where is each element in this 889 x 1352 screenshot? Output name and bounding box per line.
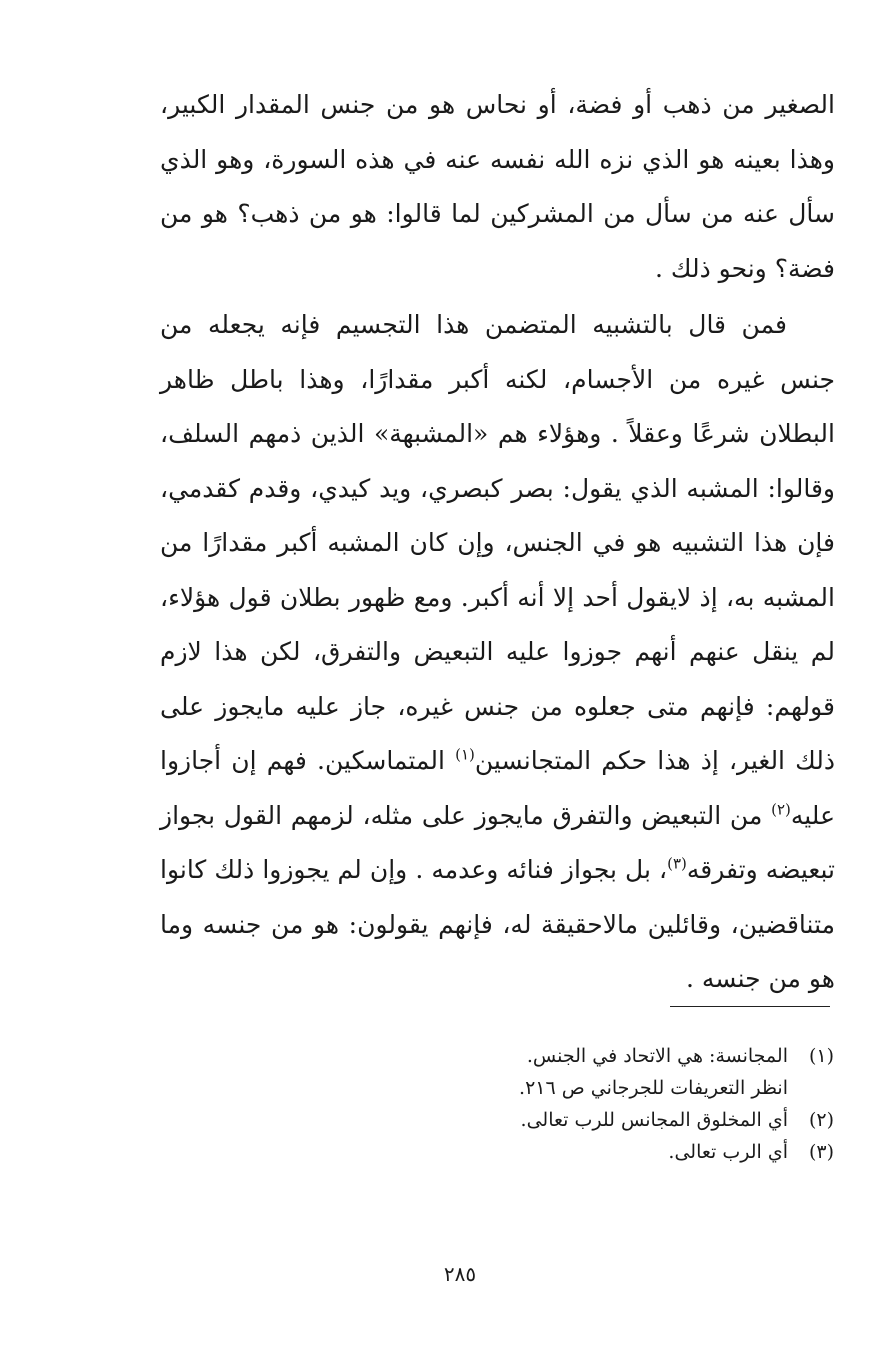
footnote-continuation: انظر التعريفات للجرجاني ص ٢١٦. bbox=[519, 1077, 788, 1099]
paragraph bbox=[160, 298, 835, 1007]
footnote bbox=[414, 1104, 834, 1136]
footnote-reference: (١) bbox=[455, 745, 475, 764]
paragraph-text: المتماسكين. فهم إن أجازوا عليه bbox=[160, 746, 835, 830]
footnote-number: (١) bbox=[808, 1045, 834, 1067]
footnote bbox=[414, 1136, 834, 1168]
paragraph-text: ، بل بجواز فنائه وعدمه . وإن لم يجوزوا ذلك كانوا متناقضين، وقائلين مالاحقيقة له، فإنهم يقولون: هو من جنسه وما هو من جنسه . bbox=[160, 855, 835, 993]
footnote-reference: (٢) bbox=[771, 800, 791, 819]
footnote-number: (٢) bbox=[808, 1109, 834, 1131]
footnote bbox=[414, 1040, 834, 1072]
main-text bbox=[160, 78, 835, 1007]
footnotes bbox=[414, 1040, 834, 1168]
paragraph: الصغير من ذهب أو فضة، أو نحاس هو من جنس المقدار الكبير، وهذا بعينه هو الذي نزه الله نفسه عنه في هذه السورة، وهو الذي سأل عنه من سأل من المشركين لما قالوا: هو من ذهب؟ هو من فضة؟ ونحو ذلك . bbox=[160, 90, 835, 283]
footnote-separator bbox=[670, 1006, 830, 1007]
footnote-text: أي المخلوق المجانس للرب تعالى. bbox=[520, 1109, 788, 1131]
paragraph-text: من التبعيض والتفرق مايجوز على مثله، لزمهم القول بجواز تبعيضه وتفرقه bbox=[160, 800, 835, 884]
footnote-text: المجانسة: هي الاتحاد في الجنس. bbox=[526, 1045, 788, 1067]
footnote-number: (٣) bbox=[808, 1141, 834, 1163]
footnote-reference: (٣) bbox=[667, 854, 687, 873]
footnote-text: أي الرب تعالى. bbox=[668, 1141, 788, 1163]
paragraph-text: فمن قال بالتشبيه المتضمن هذا التجسيم فإنه يجعله من جنس غيره من الأجسام، لكنه أكبر مقدارًا، وهذا باطل ظاهر البطلان شرعًا وعقلاً . وهؤلاء هم «المشبهة» الذين ذمهم السلف، وقالوا: المشبه الذي يقول: بصر كبصري، ويد كيدي، وقدم كقدمي، فإن هذا التشبيه هو في الجنس، وإن كان المشبه أكبر مقدارًا من المشبه به، إذ لايقول أحد إلا أنه أكبر. ومع ظهور بطلان قول هؤلاء، لم ينقل عنهم أنهم جوزوا عليه التبعيض والتفرق، لكن هذا لازم قولهم: فإنهم متى جعلوه من جنس غيره، جاز عليه مايجوز على ذلك الغير، إذ هذا حكم المتجانسين bbox=[160, 310, 835, 775]
page-number: ٢٨٥ bbox=[443, 1262, 477, 1286]
